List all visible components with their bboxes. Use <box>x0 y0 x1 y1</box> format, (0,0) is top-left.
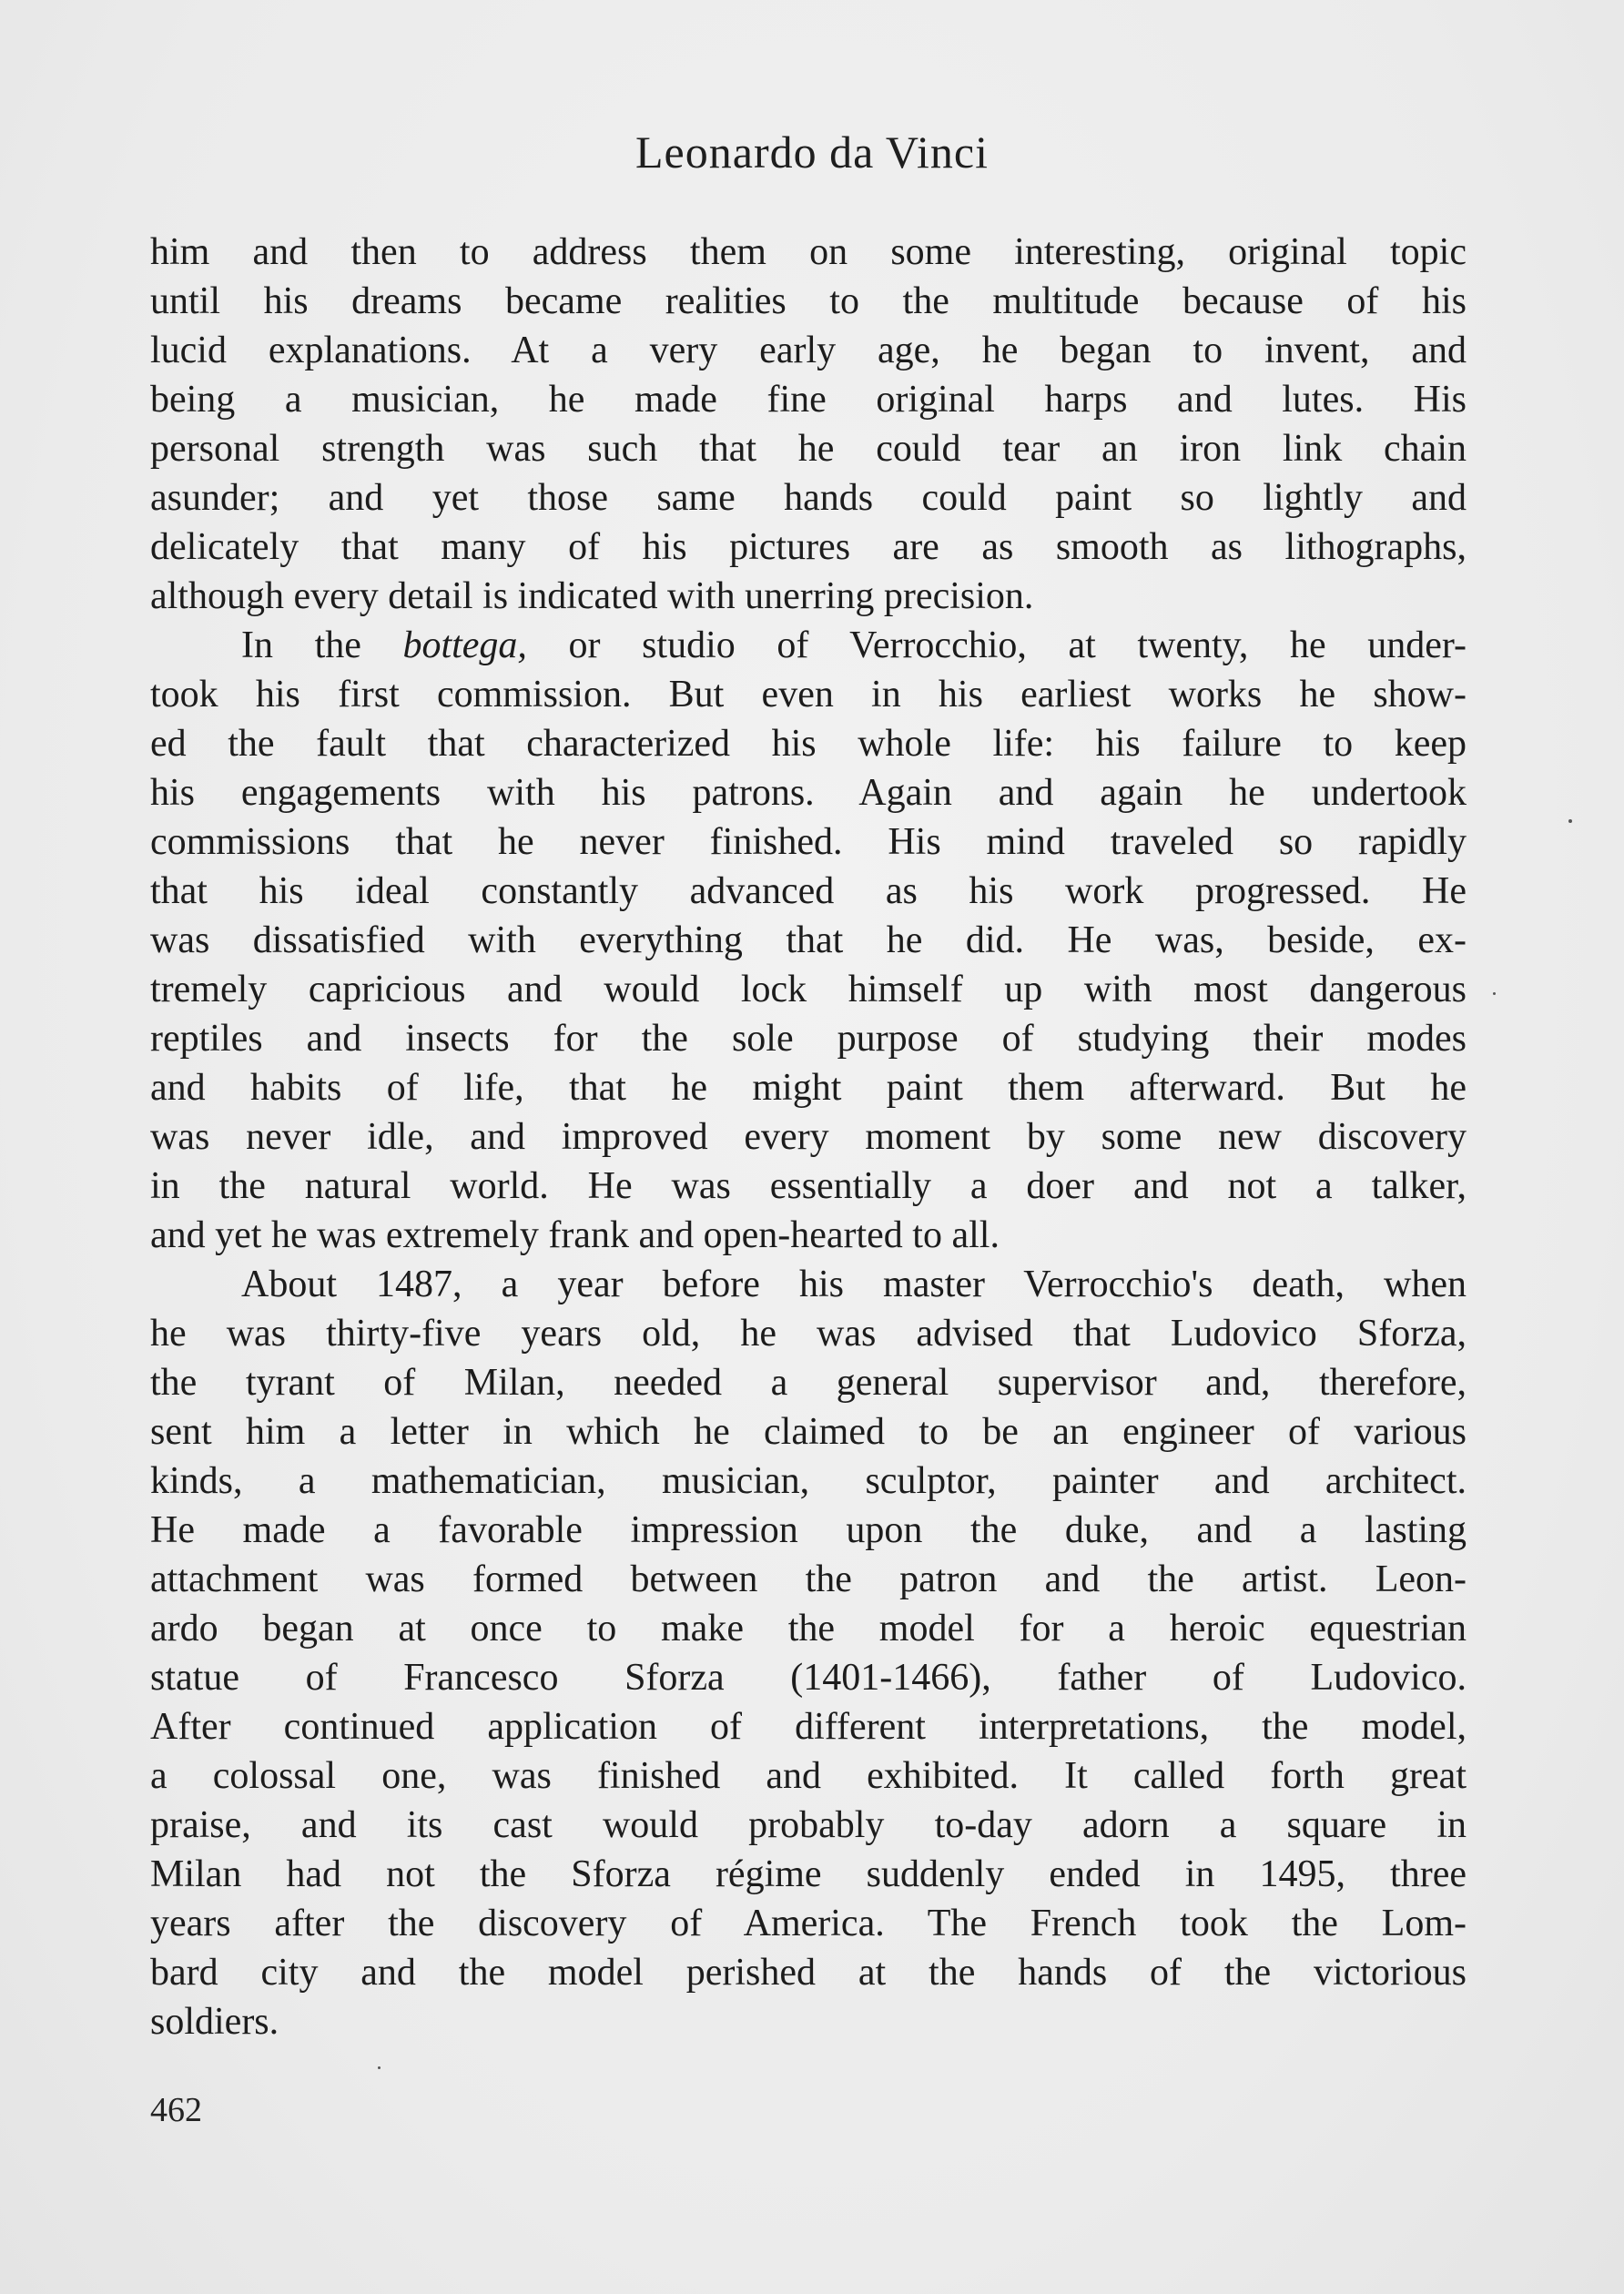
paragraph <box>150 228 1467 621</box>
text-line: in the natural world. He was essentially a doer and not a talker, <box>150 1165 1467 1207</box>
text-line: soldiers. <box>150 2001 279 2043</box>
text-line: sent him a letter in which he claimed to be an engineer of various <box>150 1411 1467 1453</box>
paper-speck <box>1493 992 1496 995</box>
text-line: delicately that many of his pictures are as smooth as lithographs, <box>150 526 1467 568</box>
text-line: until his dreams became realities to the multitude because of his <box>150 280 1467 322</box>
text-line: In the bottega, or studio of Verrocchio, at twenty, he under- <box>241 624 1467 666</box>
text-line: About 1487, a year before his master Verrocchio's death, when <box>241 1264 1467 1305</box>
text-line: was never idle, and improved every moment by some new discovery <box>150 1116 1467 1158</box>
text-line: asunder; and yet those same hands could paint so lightly and <box>150 477 1467 519</box>
text-line: was dissatisfied with everything that he did. He was, beside, ex- <box>150 919 1467 961</box>
page-number: 462 <box>150 2091 202 2129</box>
text-line: his engagements with his patrons. Again and again he undertook <box>150 772 1467 814</box>
text-line: a colossal one, was finished and exhibited. It called forth great <box>150 1755 1467 1797</box>
text-line: years after the discovery of America. The French took the Lom- <box>150 1903 1467 1944</box>
text-line: commissions that he never finished. His mind traveled so rapidly <box>150 821 1467 863</box>
paragraph <box>150 1260 1467 2046</box>
text-line: attachment was formed between the patron and the artist. Leon- <box>150 1558 1467 1600</box>
text-line: ardo began at once to make the model for a heroic equestrian <box>150 1608 1467 1649</box>
body-text <box>150 228 1467 2046</box>
text-line: and yet he was extremely frank and open-hearted to all. <box>150 1214 1000 1256</box>
text-line: the tyrant of Milan, needed a general supervisor and, therefore, <box>150 1362 1467 1404</box>
text-line: He made a favorable impression upon the duke, and a lasting <box>150 1509 1467 1551</box>
text-line: kinds, a mathematician, musician, sculptor, painter and architect. <box>150 1460 1467 1502</box>
text-line: After continued application of different interpretations, the model, <box>150 1706 1467 1748</box>
paper-speck <box>1568 819 1572 823</box>
italic-term: bottega, <box>402 624 527 666</box>
text-line: personal strength was such that he could tear an iron link chain <box>150 428 1467 470</box>
text-line: statue of Francesco Sforza (1401-1466), father of Ludovico. <box>150 1657 1467 1699</box>
text-line: praise, and its cast would probably to-day adorn a square in <box>150 1804 1467 1846</box>
text-line: him and then to address them on some interesting, original topic <box>150 231 1467 273</box>
text-line: took his first commission. But even in his earliest works he show- <box>150 674 1467 716</box>
text-line: tremely capricious and would lock himself up with most dangerous <box>150 969 1467 1010</box>
text-line: Milan had not the Sforza régime suddenly ended in 1495, three <box>150 1853 1467 1895</box>
text-line: although every detail is indicated with unerring precision. <box>150 575 1034 617</box>
text-line: bard city and the model perished at the hands of the victorious <box>150 1952 1467 1994</box>
text-line: that his ideal constantly advanced as his work progressed. He <box>150 870 1467 912</box>
running-head: Leonardo da Vinci <box>635 127 989 178</box>
text-line: being a musician, he made fine original harps and lutes. His <box>150 379 1467 421</box>
text-line: he was thirty-five years old, he was advised that Ludovico Sforza, <box>150 1313 1467 1355</box>
text-line: lucid explanations. At a very early age, he began to invent, and <box>150 330 1467 371</box>
paper-speck <box>378 2066 381 2069</box>
paragraph <box>150 621 1467 1260</box>
text-line: reptiles and insects for the sole purpose of studying their modes <box>150 1018 1467 1060</box>
text-line: ed the fault that characterized his whole life: his failure to keep <box>150 723 1467 765</box>
text-line: and habits of life, that he might paint them afterward. But he <box>150 1067 1467 1109</box>
